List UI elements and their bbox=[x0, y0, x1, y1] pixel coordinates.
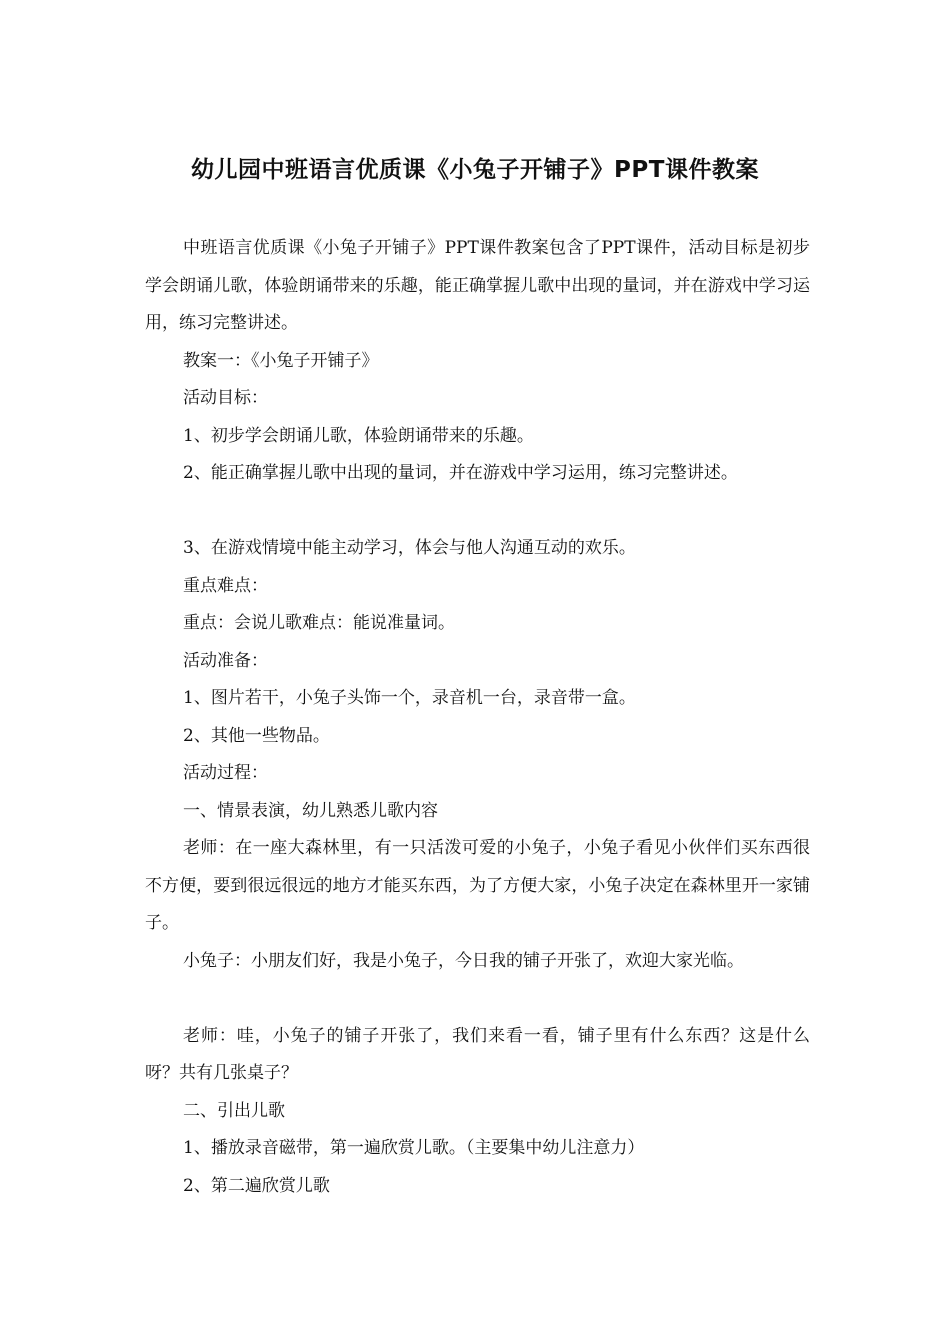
paragraph-gap bbox=[145, 980, 810, 1018]
process-item: 1、播放录音磁带，第一遍欣赏儿歌。（主要集中幼儿注意力） bbox=[183, 1138, 645, 1158]
preparation-heading: 活动准备： bbox=[183, 650, 268, 671]
intro-paragraph: 中班语言优质课《小兔子开铺子》PPT课件教案包含了PPT课件，活动目标是初步学会朗诵儿歌，体验朗诵带来的乐趣，能正确掌握儿歌中出现的量词，并在游戏中学习运用，练习完整讲述。 bbox=[145, 238, 810, 333]
objective-item: 2、能正确掌握儿歌中出现的量词，并在游戏中学习运用，练习完整讲述。 bbox=[183, 463, 738, 483]
key-points-text: 重点：会说儿歌难点：能说准量词。 bbox=[183, 613, 455, 633]
teacher-dialogue: 老师：哇，小兔子的铺子开张了，我们来看一看，铺子里有什么东西？这是什么呀？共有几张桌子？ bbox=[145, 1025, 810, 1083]
rabbit-dialogue: 小兔子：小朋友们好，我是小兔子，今日我的铺子开张了，欢迎大家光临。 bbox=[183, 950, 744, 971]
objective-item: 3、在游戏情境中能主动学习，体会与他人沟通互动的欢乐。 bbox=[183, 538, 636, 558]
teacher-dialogue: 老师：在一座大森林里，有一只活泼可爱的小兔子，小兔子看见小伙伴们买东西很不方便，要到很远很远的地方才能买东西，为了方便大家，小兔子决定在森林里开一家铺子。 bbox=[145, 838, 810, 933]
process-heading: 活动过程： bbox=[183, 763, 268, 783]
paragraph-gap bbox=[145, 493, 810, 531]
lesson-plan-heading: 教案一：《小兔子开铺子》 bbox=[183, 350, 379, 371]
objectives-heading: 活动目标： bbox=[183, 388, 268, 408]
objective-item: 1、初步学会朗诵儿歌，体验朗诵带来的乐趣。 bbox=[183, 425, 534, 446]
key-points-heading: 重点难点： bbox=[183, 575, 268, 596]
preparation-item: 1、图片若干，小兔子头饰一个，录音机一台，录音带一盒。 bbox=[183, 688, 636, 708]
document-title: 幼儿园中班语言优质课《小兔子开铺子》PPT课件教案 bbox=[191, 157, 759, 183]
process-step-heading: 一、情景表演，幼儿熟悉儿歌内容 bbox=[183, 800, 438, 821]
document-body bbox=[145, 230, 810, 1205]
process-item: 2、第二遍欣赏儿歌 bbox=[183, 1175, 330, 1196]
preparation-item: 2、其他一些物品。 bbox=[183, 725, 330, 746]
process-step-heading: 二、引出儿歌 bbox=[183, 1100, 285, 1121]
